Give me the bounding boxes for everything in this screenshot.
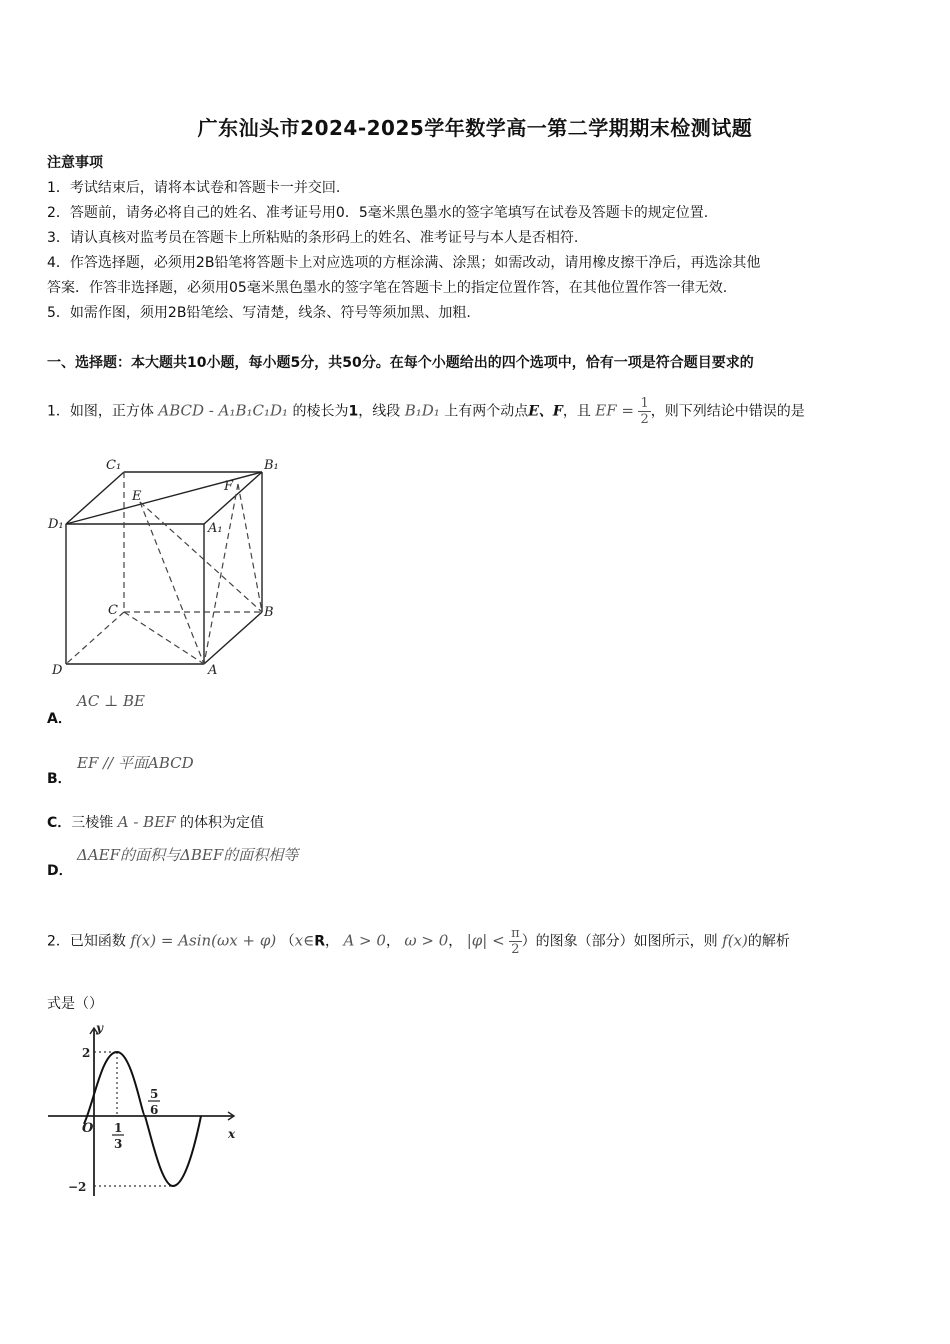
q2-fx: f(x) (722, 931, 748, 950)
tick-label: 5 (150, 1087, 159, 1101)
q1-text: 如图，正方体 (69, 403, 154, 420)
q1-cube-name: ABCD - A₁B₁C₁D₁ (158, 401, 289, 420)
sine-graph (44, 1020, 244, 1200)
notice-item: 4．作答选择题，必须用2B铅笔将答题卡上对应选项的方框涂满、涂黑；如需改动，请用橡皮擦干净后，再选涂其他 (47, 255, 761, 271)
vertex-label: C (108, 603, 118, 618)
q2-text: 已知函数 (69, 933, 126, 950)
q2-text: （ (280, 933, 295, 950)
question-number: 2． (47, 933, 70, 950)
tick-label: 3 (114, 1137, 123, 1151)
vertex-label: E (132, 489, 142, 504)
q1-points: E、F (528, 403, 563, 420)
q2-text: ）的图象（部分）如图所示，则 (521, 933, 718, 950)
q1-edge-length: 1 (348, 403, 359, 420)
vertex-label: B₁ (264, 458, 279, 473)
q1-text: ，则下列结论中错误的是 (650, 403, 805, 420)
question-2-stem-cont: 式是（） (47, 996, 103, 1012)
tick-label: −2 (68, 1180, 87, 1194)
notice-item: 3．请认真核对监考员在答题卡上所粘贴的条形码上的姓名、准考证号与本人是否相符. (47, 230, 579, 246)
option-math: AC ⊥ BE (77, 692, 145, 710)
notice-item: 答案．作答非选择题，必须用05毫米黑色墨水的签字笔在答题卡上的指定位置作答，在其他位置作答一律无效. (47, 280, 728, 296)
option-math: ΔAEF的面积与ΔBEF的面积相等 (77, 846, 299, 864)
option-letter: A． (47, 711, 72, 727)
option-letter: C． (47, 815, 72, 831)
vertex-label: B (264, 605, 274, 620)
option-text: 的体积为定值 (180, 815, 265, 831)
q2-cond-a: A > 0 (343, 931, 386, 950)
vertex-label: D (52, 663, 63, 678)
option-letter: B． (47, 771, 72, 787)
q2-function: f(x) = Asin(ωx + φ) (130, 931, 277, 950)
notice-item: 5．如需作图，须用2B铅笔绘、写清楚，线条、符号等须加黑、加粗. (47, 305, 471, 321)
q1-text: ，且 (562, 403, 591, 420)
question-2-stem (47, 926, 790, 957)
tick-label: 1 (114, 1121, 123, 1135)
tick-label: 2 (82, 1046, 91, 1060)
notice-item: 1．考试结束后，请将本试卷和答题卡一并交回. (47, 180, 341, 196)
q2-text: ， (385, 933, 400, 950)
question-1-stem (47, 396, 805, 427)
vertex-label: C₁ (106, 458, 122, 473)
q2-text: 的解析 (747, 933, 790, 950)
page-title: 广东汕头市2024-2025学年数学高一第二学期期末检测试题 (197, 116, 753, 140)
vertex-label: A₁ (208, 521, 223, 536)
section-heading: 一、选择题：本大题共10小题，每小题5分，共50分。在每个小题给出的四个选项中，恰有一项是符合题目要求的 (47, 355, 754, 371)
option-math: A - BEF (117, 813, 176, 831)
q2-text: ， (325, 933, 339, 950)
option-c (47, 812, 264, 832)
vertex-label: F (224, 479, 234, 494)
q2-text: ， (448, 933, 463, 950)
axis-label: y (96, 1021, 103, 1035)
notice-heading: 注意事项 (47, 155, 103, 171)
q2-cond-omega: ω > 0 (404, 931, 449, 950)
origin-label: O (82, 1121, 94, 1136)
q2-domain: x∈ (294, 931, 315, 950)
q1-segment: B₁D₁ (404, 401, 440, 420)
q1-text: 上有两个动点 (444, 403, 529, 420)
cube-figure (44, 452, 284, 682)
q1-text: ，线段 (358, 403, 401, 420)
vertex-label: A (208, 663, 218, 678)
option-text: 三棱锥 (71, 815, 114, 831)
q1-ef-eq: EF = (595, 401, 634, 420)
q2-fraction: $\frac{\pi}{2}$ (511, 926, 520, 957)
q1-fraction: $\frac{1}{2}$ (640, 396, 649, 427)
q1-text: 的棱长为 (292, 403, 349, 420)
q2-cond-phi: |φ| < (466, 931, 505, 950)
option-letter: D． (47, 863, 73, 879)
question-number: 1． (47, 403, 70, 420)
notice-item: 2．答题前，请务必将自己的姓名、准考证号用0．5毫米黑色墨水的签字笔填写在试卷及答题卡的规定位置. (47, 205, 709, 221)
q2-reals: R (314, 933, 325, 950)
tick-label: 6 (150, 1103, 159, 1117)
option-math: EF // 平面ABCD (77, 754, 194, 772)
vertex-label: D₁ (48, 517, 64, 532)
axis-label: x (228, 1127, 236, 1141)
